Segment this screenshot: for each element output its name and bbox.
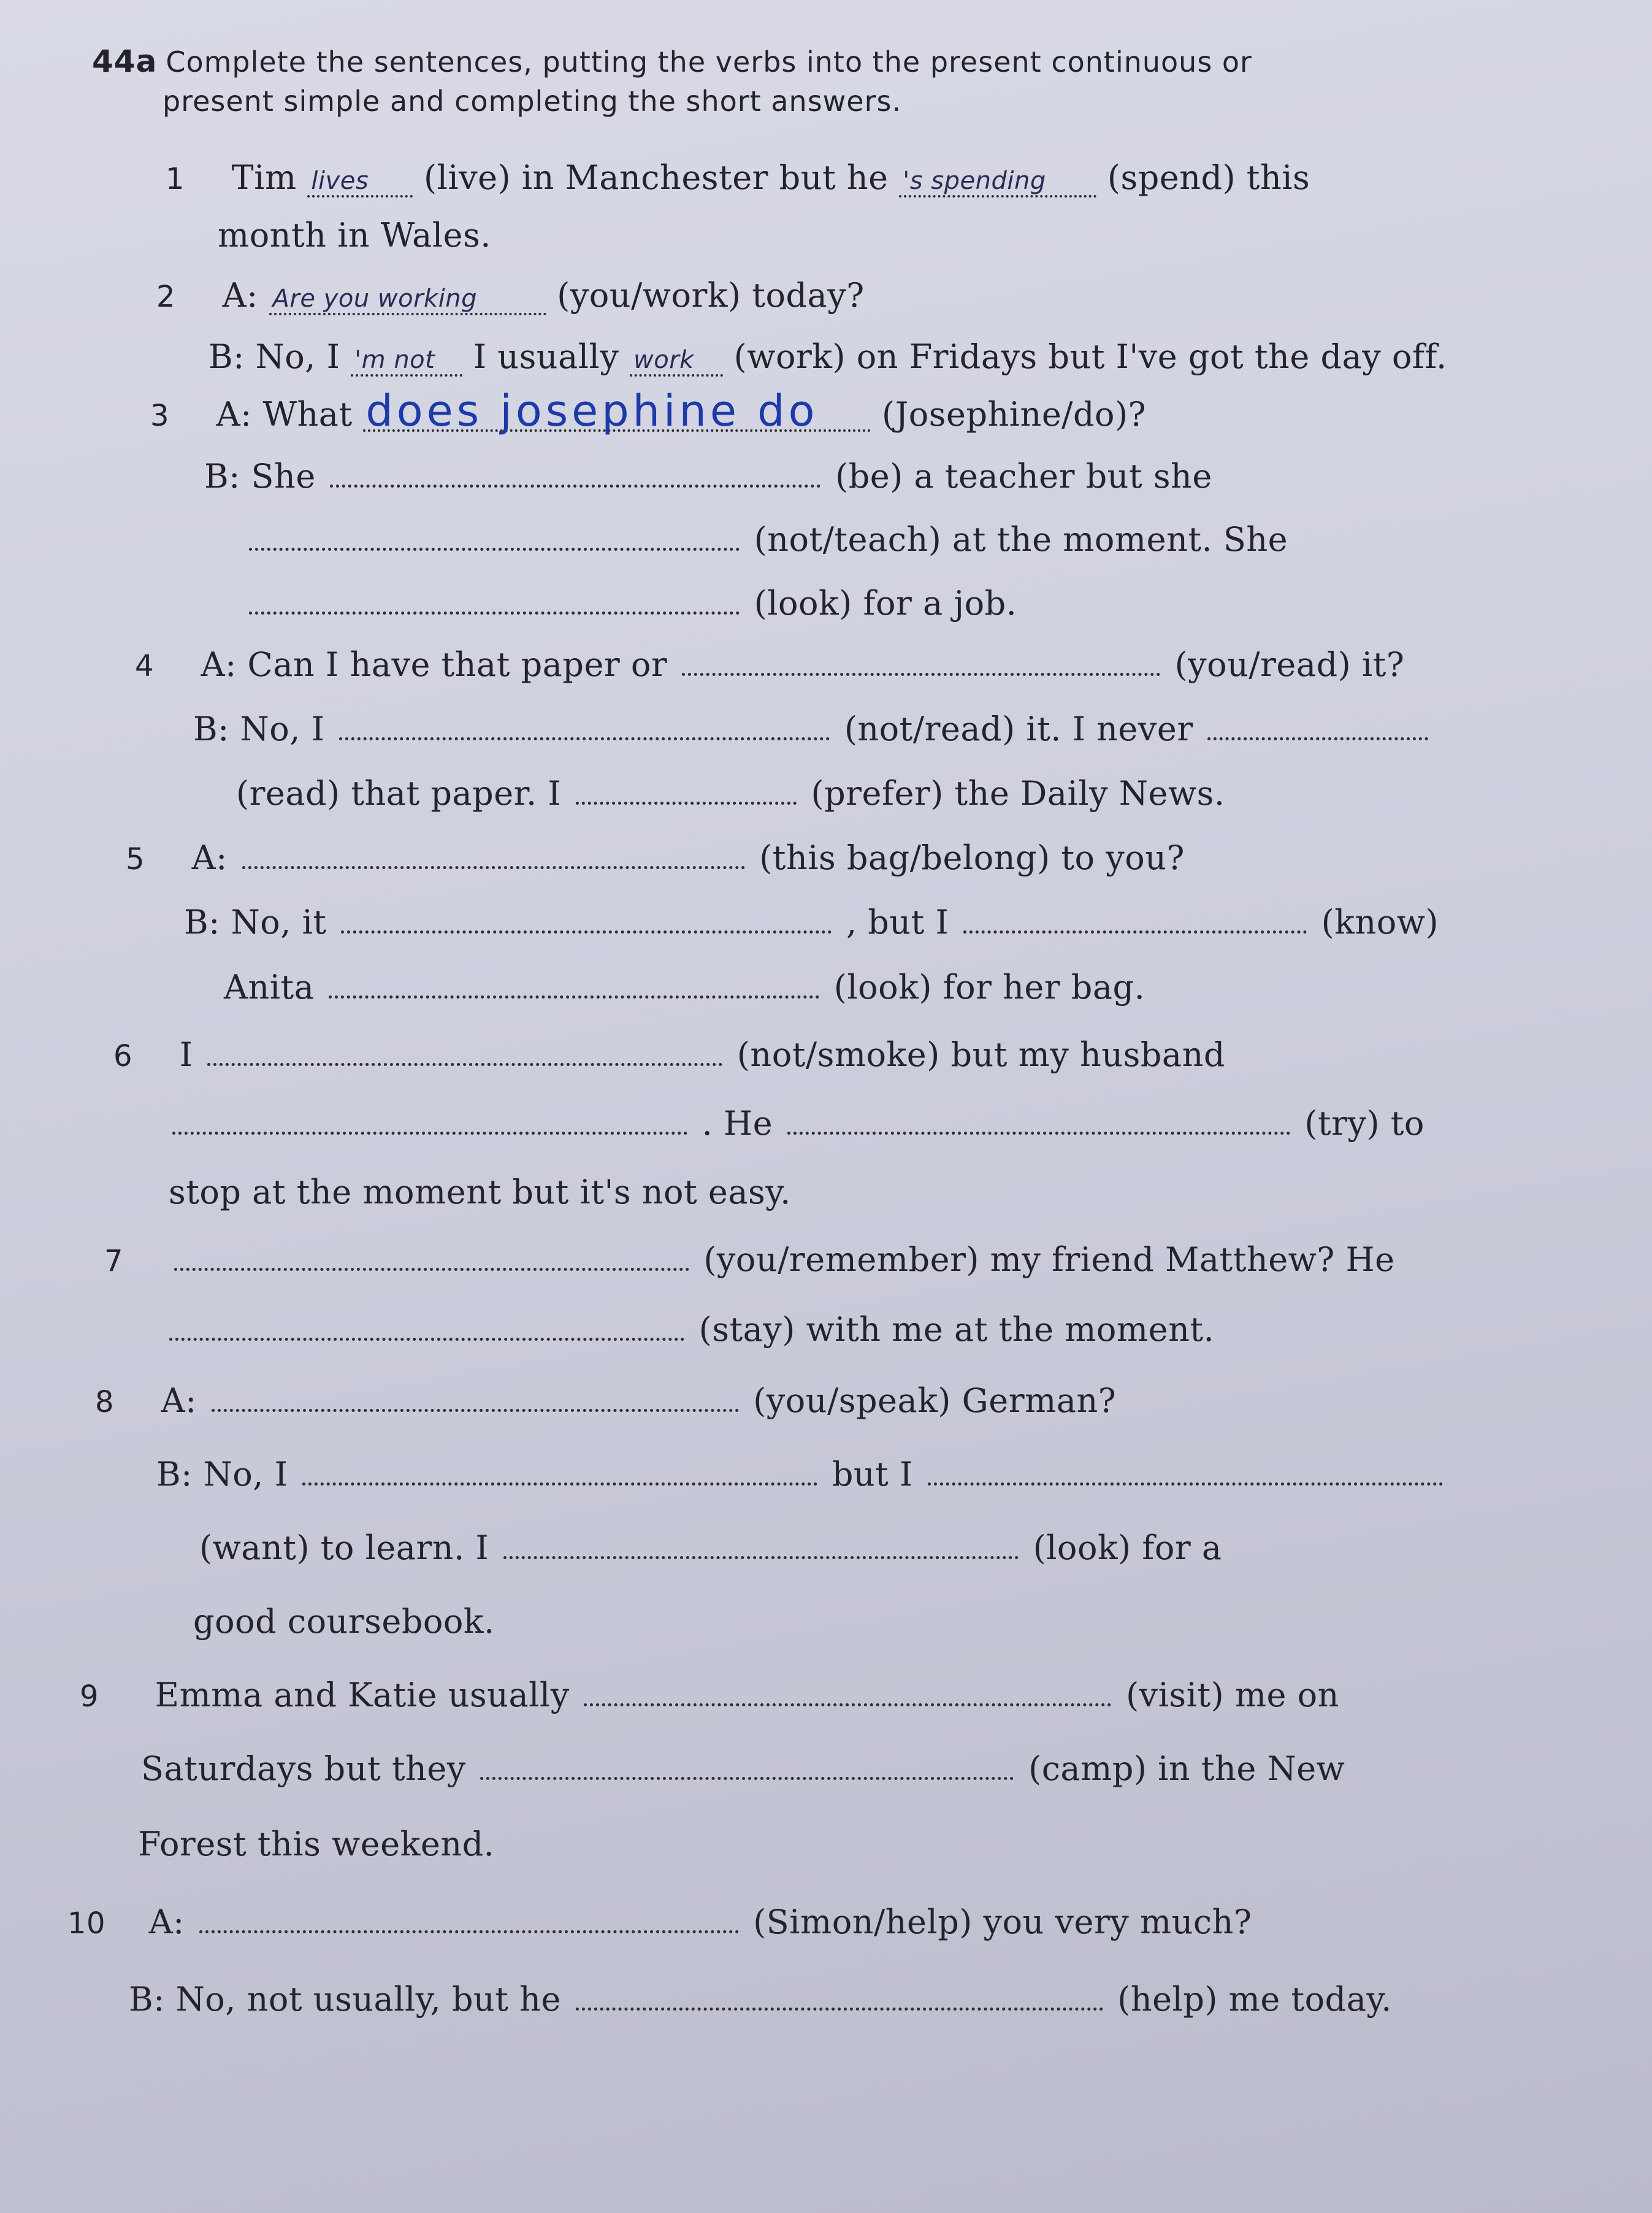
- item-text: (visit) me on: [1126, 1676, 1339, 1714]
- answer-blank[interactable]: [576, 802, 797, 805]
- answer-blank-handwritten[interactable]: does josephine do: [363, 393, 871, 432]
- answer-blank[interactable]: [302, 1482, 817, 1486]
- answer-blank[interactable]: [787, 1132, 1290, 1135]
- answer-blank[interactable]: [1207, 737, 1428, 740]
- item-5-line-1: [126, 838, 1185, 877]
- answer-blank-filled[interactable]: 's spending: [899, 167, 1096, 198]
- item-text: I usually: [473, 337, 619, 376]
- item-number: 3: [150, 399, 170, 433]
- item-9-line-2: [141, 1749, 1345, 1788]
- answer-blank[interactable]: [963, 930, 1307, 934]
- item-text: Forest this weekend.: [138, 1825, 495, 1863]
- item-text: (look) for her bag.: [833, 968, 1145, 1007]
- instruction: [92, 45, 1564, 121]
- item-5-line-2: [184, 903, 1439, 942]
- item-text: (try) to: [1304, 1104, 1424, 1143]
- item-text: A:: [191, 838, 228, 877]
- answer-blank[interactable]: [682, 673, 1160, 676]
- item-number: 10: [67, 1906, 106, 1941]
- item-text: A: What: [216, 395, 353, 434]
- item-4-line-3: [236, 774, 1225, 813]
- answer-blank[interactable]: [584, 1703, 1111, 1706]
- item-text: (spend) this: [1107, 158, 1310, 197]
- item-number: 8: [95, 1385, 115, 1419]
- item-text: B: She: [204, 457, 316, 496]
- item-text: B: No, it: [184, 903, 327, 942]
- item-text: , but I: [846, 903, 949, 942]
- item-text: B: No, I: [193, 710, 325, 748]
- item-8-line-1: [95, 1381, 1116, 1420]
- item-text: (this bag/belong) to you?: [759, 838, 1185, 877]
- item-text: (be) a teacher but she: [835, 457, 1212, 496]
- item-text: (know): [1321, 903, 1439, 942]
- exercise-number: 44a: [92, 44, 158, 79]
- item-number: 7: [104, 1244, 124, 1278]
- item-text: (Simon/help) you very much?: [753, 1903, 1252, 1941]
- item-text: (you/remember) my friend Matthew? He: [703, 1240, 1395, 1279]
- item-5-line-3: [224, 968, 1145, 1007]
- answer-blank-filled[interactable]: 'm not: [351, 346, 462, 377]
- item-4-line-1: [135, 645, 1404, 684]
- item-3-line-4: [245, 584, 1017, 623]
- answer-blank[interactable]: [503, 1556, 1019, 1559]
- item-text: (help) me today.: [1117, 1980, 1392, 2019]
- answer-blank[interactable]: [329, 995, 819, 999]
- item-4-line-2: [193, 710, 1432, 748]
- item-text: (Josephine/do)?: [882, 395, 1147, 434]
- item-7-line-1: [104, 1240, 1395, 1279]
- item-text: A:: [161, 1381, 197, 1420]
- item-text: I: [179, 1035, 193, 1074]
- exercise-header: [92, 42, 1564, 121]
- item-text: (not/read) it. I never: [844, 710, 1193, 748]
- item-text: (not/teach) at the moment. She: [754, 520, 1288, 559]
- answer-blank[interactable]: [330, 485, 820, 488]
- item-number: 1: [166, 162, 185, 196]
- answer-blank[interactable]: [249, 612, 740, 615]
- item-text: stop at the moment but it's not easy.: [169, 1173, 791, 1211]
- answer-blank[interactable]: [169, 1338, 684, 1341]
- answer-blank[interactable]: [480, 1777, 1014, 1780]
- item-text: but I: [832, 1455, 913, 1494]
- item-text: month in Wales.: [218, 216, 491, 255]
- item-8-line-3: [199, 1528, 1222, 1567]
- item-2-line-1: [156, 276, 865, 315]
- item-6-line-3: [169, 1173, 791, 1211]
- item-1-line-2: [218, 216, 491, 255]
- answer-blank[interactable]: [207, 1063, 722, 1066]
- item-text: (look) for a job.: [754, 584, 1017, 623]
- item-8-line-2: [156, 1455, 1447, 1494]
- item-text: (prefer) the Daily News.: [811, 774, 1225, 813]
- item-number: 9: [80, 1679, 99, 1714]
- item-1-line-1: [166, 158, 1310, 198]
- answer-blank[interactable]: [339, 737, 830, 740]
- item-text: B: No, I: [208, 337, 340, 376]
- item-text: (not/smoke) but my husband: [736, 1035, 1225, 1074]
- answer-blank-filled[interactable]: Are you working: [269, 285, 546, 315]
- item-7-line-2: [166, 1310, 1214, 1349]
- answer-blank[interactable]: [928, 1482, 1443, 1486]
- item-number: 5: [126, 842, 145, 876]
- instruction-line-1: Complete the sentences, putting the verbs into the present continuous or: [166, 45, 1252, 79]
- item-text: (stay) with me at the moment.: [698, 1310, 1215, 1349]
- answer-blank[interactable]: [174, 1268, 689, 1271]
- item-3-line-3: [245, 520, 1288, 559]
- answer-blank-filled[interactable]: lives: [307, 167, 413, 198]
- answer-blank[interactable]: [199, 1930, 739, 1933]
- item-9-line-3: [138, 1825, 494, 1863]
- item-3-line-2: [204, 457, 1212, 496]
- item-9-line-1: [80, 1676, 1339, 1714]
- item-2-line-2: [208, 337, 1447, 377]
- answer-blank[interactable]: [576, 2008, 1103, 2011]
- item-3-line-1: [150, 386, 1147, 436]
- item-10-line-1: [67, 1903, 1252, 1941]
- item-text: Anita: [224, 968, 315, 1007]
- item-text: Tim: [231, 158, 297, 197]
- item-6-line-2: [169, 1104, 1424, 1143]
- item-text: (live) in Manchester but he: [424, 158, 889, 197]
- answer-blank[interactable]: [242, 866, 745, 869]
- item-text: (you/work) today?: [557, 276, 865, 315]
- item-number: 6: [113, 1039, 133, 1073]
- item-text: A:: [222, 276, 258, 315]
- answer-blank[interactable]: [212, 1409, 739, 1412]
- item-text: (work) on Fridays but I've got the day off.: [733, 337, 1447, 376]
- item-text: Saturdays but they: [141, 1749, 466, 1788]
- item-text: (want) to learn. I: [199, 1528, 489, 1567]
- item-text: B: No, I: [156, 1455, 288, 1494]
- answer-blank[interactable]: [249, 548, 740, 551]
- item-text: good coursebook.: [193, 1602, 495, 1641]
- answer-blank[interactable]: [341, 930, 832, 934]
- item-8-line-4: [193, 1602, 495, 1641]
- item-text: B: No, not usually, but he: [129, 1980, 561, 2019]
- item-text: (you/read) it?: [1174, 645, 1405, 684]
- item-10-line-2: [129, 1980, 1392, 2019]
- item-text: A: Can I have that paper or: [201, 645, 668, 684]
- item-6-line-1: [113, 1035, 1225, 1074]
- answer-blank-filled[interactable]: work: [630, 346, 723, 377]
- item-text: (camp) in the New: [1028, 1749, 1345, 1788]
- item-text: (look) for a: [1033, 1528, 1222, 1567]
- item-text: A:: [148, 1903, 185, 1941]
- item-number: 4: [135, 649, 155, 683]
- item-text: . He: [702, 1104, 773, 1143]
- instruction-line-2: present simple and completing the short answers.: [163, 85, 902, 118]
- answer-blank[interactable]: [172, 1132, 687, 1135]
- item-text: (you/speak) German?: [753, 1381, 1117, 1420]
- item-number: 2: [156, 280, 176, 314]
- item-text: Emma and Katie usually: [155, 1676, 570, 1714]
- item-text: (read) that paper. I: [236, 774, 562, 813]
